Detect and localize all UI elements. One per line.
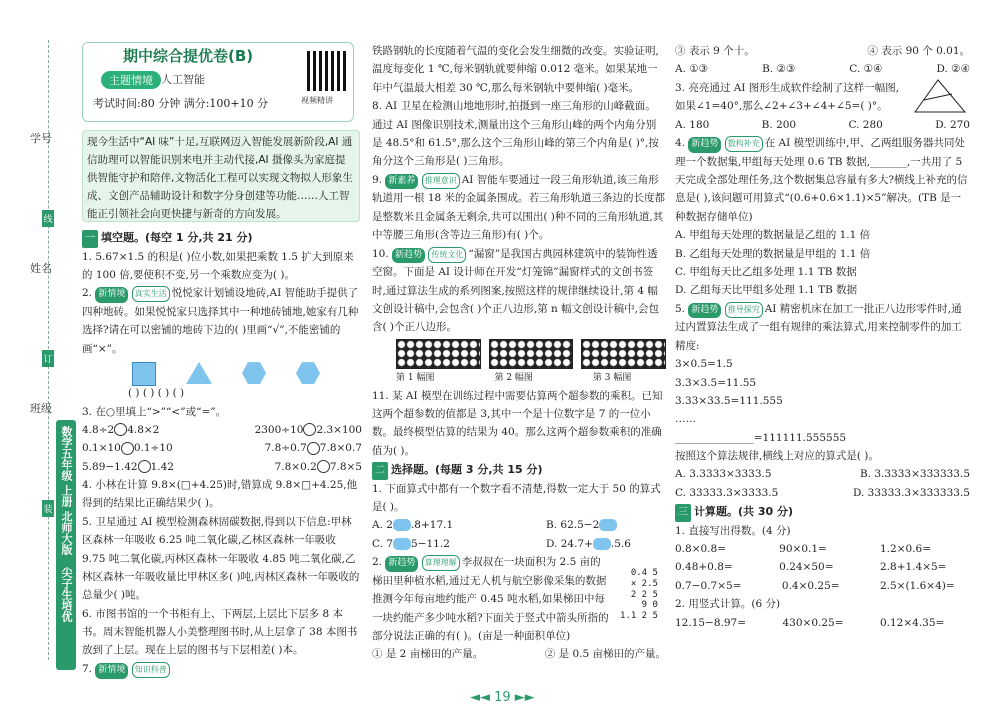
choice-options	[372, 516, 666, 534]
tag-badge: 推理意识	[422, 173, 460, 189]
expr: 0.1÷10	[133, 442, 173, 455]
question-8: 8. AI 卫星在检测山地地形时,拍摄到一座三角形的山峰截面。通过 AI 图像识别技术,测量出这个三角形山峰的两个内角分别是 48.5°和 61.5°,那么这个三角形山峰的第三个内角是( )°,按角分这个三角形是( )三角形。	[372, 100, 659, 168]
expr: 7.8×0.2	[274, 460, 317, 473]
tag-badge: 传统文化	[428, 247, 466, 263]
class-label: 班级	[30, 402, 52, 415]
cut-mark: 线	[42, 210, 54, 227]
option: ③ 表示 9 个十。	[675, 45, 755, 57]
option: ④ 表示 90 个 0.01。	[867, 45, 970, 57]
calc-item: 0.48+0.8=	[675, 561, 733, 574]
question-5: 5. 卫星通过 AI 模型检测森林固碳数据,得到以下信息:甲林区森林一年吸收 6.25 吨二氧化碳,乙林区森林一年吸收 9.75 吨二氧化碳,丙林区森林一年吸收 4.85 吨二氧化碳,乙林区森林一年吸收量比甲林区多( )吨,丙林区森林一年吸收的总量少( )吨。	[82, 515, 360, 602]
section-number: 一	[82, 230, 98, 248]
question-text: 按照这个算法规律,横线上对应的算式是( )。	[675, 450, 879, 462]
calc-question-1: 1. 直接写出得数。(4 分)	[675, 524, 791, 537]
smudge-icon	[393, 519, 411, 531]
expr: 1.42	[150, 460, 174, 473]
compare-row	[82, 458, 362, 476]
tile-shapes	[132, 362, 362, 384]
section-title: 选择题。(每题 3 分,共 15 分)	[391, 463, 543, 476]
section-number: 二	[372, 462, 388, 480]
expr: 4.8÷2	[82, 423, 115, 436]
smudge-icon	[593, 538, 611, 550]
angle-figure	[910, 76, 970, 116]
calc-item: 0.7−0.7×5=	[675, 579, 742, 592]
calc-item: 0.8×0.8=	[675, 543, 726, 555]
choice-2-options-cont	[675, 42, 970, 60]
question-7: 7. 新情境 知识科普	[82, 660, 362, 679]
smudge-icon	[393, 538, 411, 550]
option: C. 33333.3×3333.5	[675, 486, 779, 499]
student-id-label: 学号	[30, 132, 52, 145]
calc-item: 0.12×4.35=	[879, 616, 945, 629]
question-text: 在 AI 模型训练中,甲、乙两组服务器共同处理一个数据集,甲组每天处理 0.6 TB 数据,_______,一共用了 5 天完成全部处理任务,这个数据集总容量有多大?横线上补充的信息是( ),该问题可用算式“(0.6+0.6×1.1)×5”解决。(TB 是一种数据存储单位)	[675, 136, 968, 223]
question-text: AI 智能车要通过一段三角形轨道,该三角形轨道用一根 18 米的金属条围成。若三角形轨道三条边的长度都是整数米且金属条无剩余,共可以围出( )种不同的三角形轨道,其中等腰三角形(含等边三角形)有( )个。	[372, 173, 666, 242]
calc-row	[675, 540, 970, 558]
answer-circle[interactable]	[303, 423, 316, 436]
question-9: 9. 新素养 推理意识 AI 智能车要通过一段三角形轨道,该三角形轨道用一根 18 米的金属条围成。若三角形轨道三条边的长度都是整数米且金属条无剩余,共可以围出( )种不同的三角形轨道,其中等腰三角形(含等边三角形)有( )个。	[372, 173, 666, 242]
question-1: 1. 5.67×1.5 的积是( )位小数,如果把乘数 1.5 扩大到原来的 100 倍,要使积不变,另一个乘数应变为( )。	[82, 250, 354, 281]
vertical-calc	[620, 568, 658, 622]
option: 5−11.2	[411, 537, 450, 550]
calc-item: 0.4×0.25=	[781, 579, 840, 592]
calc-line: × 2.5	[630, 578, 658, 589]
tag-badge: 知识科普	[132, 662, 170, 678]
section-2-heading	[372, 460, 666, 480]
calc-line: 9 0	[641, 600, 658, 611]
hexagon-tile-icon	[296, 362, 320, 384]
option: C. 甲组每天比乙组多处理 1.1 TB 数据	[675, 265, 857, 278]
column-1	[82, 228, 362, 679]
grade-band-label: 数学五年级 上册 北师大版	[60, 426, 73, 555]
grade-band	[56, 420, 76, 670]
calc-question-2: 2. 用竖式计算。(6 分)	[675, 598, 781, 611]
paper-title: 期中综合提优卷(B)	[123, 47, 254, 65]
pattern-label: 第 2 幅图	[494, 372, 533, 383]
equation: 3.33×33.5=111.555	[675, 394, 783, 407]
choice-4: 4. 新趋势 数构补充 在 AI 模型训练中,甲、乙两组服务器共同处理一个数据集,甲组每天处理 0.6 TB 数据,_______,一共用了 5 天完成全部处理任务,这个数据集总容量有多大?横线上补充的信息是( ),该问题可用算式“(0.6+0.6×1.1)×5”解决。(TB 是一种数据存储单位)	[675, 136, 968, 223]
cut-mark: 装	[42, 500, 54, 517]
equation: _______________=111111.555555	[675, 431, 847, 444]
theme-label: 主题情境	[101, 71, 161, 89]
calc-line: 2 2 5	[630, 589, 658, 600]
equation: 3.3×3.5=11.55	[675, 376, 757, 389]
option: C. 280	[848, 118, 883, 131]
option: A. ①③	[675, 63, 709, 76]
choice-5-answers	[675, 484, 970, 502]
option: D. 24.7+	[546, 537, 593, 550]
option: B. 乙组每天处理的数据量是甲组的 1.1 倍	[675, 247, 871, 260]
tag-badge: 真实生活	[132, 286, 170, 302]
title-box	[82, 42, 354, 122]
tag-badge: 新趋势	[688, 137, 721, 153]
option: .8+17.1	[410, 519, 454, 532]
option: D. 乙组每天比甲组多处理 1.1 TB 数据	[675, 284, 858, 297]
calc-line: 1.1 2 5	[620, 611, 658, 622]
choice-5: 5. 新趋势 推导探究 AI 精密机床在加工一批正八边形零件时,通过内置算法生成了一组有规律的乘法算式,用来控制零件的加工精度:	[675, 302, 962, 352]
question-2: 2. 新情境 真实生活 悦悦家计划铺设地砖,AI 智能助手提供了四种地砖。如果悦悦家只选择其中一种地砖铺地,她家有几种选择?请在可以密铺的地砖下边的( )里画“√”,不能密铺的画“×”。	[82, 287, 359, 355]
option: D. 270	[935, 118, 970, 131]
pattern-figure	[489, 339, 574, 369]
smudge-icon	[599, 519, 617, 531]
calc-item: 430×0.25=	[782, 616, 844, 629]
pattern-figure	[581, 339, 666, 369]
tile-answer-blanks: ( ) ( ) ( ) ( )	[128, 387, 185, 400]
section-title: 填空题。(每空 1 分,共 21 分)	[101, 231, 253, 244]
answer-circle[interactable]	[114, 423, 127, 436]
answer-circle[interactable]	[307, 442, 320, 455]
option: B. 3.3333×333333.5	[859, 468, 970, 481]
section-1-heading	[82, 228, 362, 248]
answer-circle[interactable]	[317, 460, 330, 473]
calc-row	[675, 577, 970, 595]
question-text: AI 精密机床在加工一批正八边形零件时,通过内置算法生成了一组有规律的乘法算式,用来控制零件的加工精度:	[675, 302, 962, 352]
choice-3: 3. 亮亮通过 AI 图形生成软件绘制了这样一幅图,如果∠1=40°,那么∠2+∠3+∠4+∠5=( )°。	[675, 81, 900, 113]
calc-item: 1.2×0.6=	[880, 543, 931, 555]
choice-options	[372, 535, 666, 553]
section-number: 三	[675, 504, 691, 522]
question-10: 10. 新趋势 传统文化 “漏窗”是我国古典园林建筑中的装饰性透空窗。下面是 AI 设计师在开发“灯笼锦”漏窗样式的文创书签时,通过算法生成的系列图案,按照这样的规律继续设计,第 4 幅文创设计稿中,会包含( )个正八边形,第 n 幅文创设计稿中,会包含( )个正八边形。	[372, 247, 659, 334]
qr-code-icon[interactable]	[307, 51, 347, 91]
option: B. 62.5−2	[546, 519, 600, 532]
choice-2: 2. 新趋势 算理理解 李叔叔在一块面积为 2.5 亩的梯田里种植水稻,通过无人机与航空影像采集的数据推测今年每亩地约能产 0.45 吨水稻,如果梯田中每一块约能产多少吨水稻?下面关于竖式中箭头所指的部分说法正确的有( )。(亩是一种面积单位)	[372, 556, 609, 642]
question-6: 6. 市图书馆的一个书柜有上、下两层,上层比下层多 8 本书。周末智能机器人小美整理图书时,从上层拿了 38 本图书放到了上层。现在上层的图书与下层相差( )本。	[82, 607, 358, 657]
option: C. ①④	[849, 63, 883, 76]
page-number: ◄◄ 19 ►►	[470, 690, 535, 705]
tag-badge: 数构补充	[725, 136, 763, 152]
exam-info: 考试时间:80 分钟 满分:100+10 分	[93, 97, 269, 110]
expr: 2.3×100	[316, 423, 362, 436]
theme-value: 人工智能	[161, 73, 205, 86]
question-7-text: 铁路钢轨的长度随着气温的变化会发生细微的改变。实验证明,温度每变化 1 ℃,每米钢轨就要伸缩 0.012 毫米。如果某地一年中气温最大相差 30 ℃,那么每米钢轨中要伸缩( )毫米。	[372, 45, 659, 94]
tag-badge: 新素养	[385, 174, 418, 190]
option: A. 180	[675, 118, 710, 131]
option: C. 7	[372, 537, 394, 550]
tag-badge: 新情境	[95, 663, 128, 679]
compare-row	[82, 421, 362, 439]
question-text: 李叔叔在一块面积为 2.5 亩的梯田里种植水稻,通过无人机与航空影像采集的数据推测今年每亩地约能产 0.45 吨水稻,如果梯田中每一块约能产多少吨水稻?下面关于竖式中箭头所指的部分说法正确的有( )。(亩是一种面积单位)	[372, 556, 609, 642]
tag-badge: 新趋势	[392, 248, 425, 264]
calc-row	[675, 614, 970, 632]
name-label: 姓名	[30, 262, 52, 275]
triangle-tile-icon	[186, 362, 212, 384]
pattern-labels	[396, 371, 666, 387]
pattern-label: 第 3 幅图	[592, 372, 632, 383]
expr: 4.8×2	[127, 423, 160, 436]
brand-label: 尖子生培优	[60, 566, 73, 622]
calc-row	[675, 558, 970, 576]
option: D. 33333.3×333333.5	[852, 486, 970, 499]
expr: 0.1×10	[82, 442, 121, 455]
question-text: 悦悦家计划铺设地砖,AI 智能助手提供了四种地砖。如果悦悦家只选择其中一种地砖铺地,她家有几种选择?请在可以密铺的地砖下边的( )里画“√”,不能密铺的画“×”。	[82, 287, 359, 355]
calc-item: 90×0.1=	[779, 543, 827, 555]
qr-label: 视频精讲	[301, 96, 333, 105]
expr: 7.8×5	[329, 460, 362, 473]
compare-row	[82, 439, 362, 457]
option: D. ②④	[936, 63, 970, 76]
tag-badge: 新趋势	[385, 556, 418, 572]
question-3: 3. 在○里填上“>”“<”或“=”。	[82, 405, 227, 418]
option: A. 2	[372, 519, 393, 532]
pattern-figure	[396, 339, 481, 369]
calc-item: 2.8+1.4×5=	[880, 561, 947, 574]
choice-3-answers	[675, 116, 970, 134]
calc-item: 12.15−8.97=	[675, 616, 747, 629]
equation: ……	[675, 413, 696, 426]
question-text: “漏窗”是我国古典园林建筑中的装饰性透空窗。下面是 AI 设计师在开发“灯笼锦”漏窗样式的文创书签时,通过算法生成的系列图案,按照这样的规律继续设计,第 4 幅文创设计稿中,会包含( )个正八边形,第 n 幅文创设计稿中,会包含( )个正八边形。	[372, 247, 659, 334]
option: B. 200	[761, 118, 797, 131]
expr: 7.8÷0.7	[264, 442, 307, 455]
section-title: 计算题。(共 30 分)	[694, 505, 794, 519]
expr: 5.89−1.42	[82, 460, 138, 473]
equation: 3×0.5=1.5	[675, 358, 733, 371]
tag-badge: 推导探究	[725, 302, 763, 318]
option: A. 甲组每天处理的数据量是乙组的 1.1 倍	[675, 229, 871, 242]
section-3-heading	[675, 502, 970, 522]
option: ② 是 0.5 亩梯田的产量。	[544, 648, 666, 661]
pattern-label: 第 1 幅图	[396, 372, 435, 383]
intro-text: 现今生活中“AI 味”十足,互联网迈入智能发展新阶段,AI 通信助理可以智能识别来电并主动代接,AI 摄像头为家庭提供智能守护和陪伴,文物活化工程可以实现文物拟人形象生成、文创产品辅助设计和数字分身创建等功能……人工智能正引领社会向更快捷与新奇的方向发展。	[82, 130, 360, 222]
square-tile-icon	[132, 362, 156, 386]
window-patterns	[372, 339, 666, 369]
tag-badge: 新情境	[95, 287, 128, 303]
pentagon-tile-icon	[242, 362, 266, 384]
choice-2-options	[372, 645, 666, 663]
option: .5.6	[610, 537, 631, 550]
cut-mark: 订	[42, 350, 54, 367]
choice-1: 1. 下面算式中都有一个数字看不清楚,得数一定大于 50 的算式是( )。	[372, 482, 661, 513]
option: ① 是 2 亩梯田的产量。	[372, 648, 484, 661]
expr: 7.8×0.7	[319, 442, 362, 455]
answer-circle[interactable]	[138, 460, 151, 473]
option: B. ②③	[762, 63, 796, 76]
option: A. 3.3333×3333.5	[675, 468, 772, 481]
calc-item: 2.5×(1.6×4)=	[879, 579, 955, 592]
calc-item: 0.24×50=	[779, 561, 834, 574]
tag-badge: 新趋势	[688, 303, 721, 319]
column-3	[675, 42, 970, 632]
question-4: 4. 小林在计算 9.8×(□+4.25)时,错算成 9.8×□+4.25,他得到的结果比正确结果少( )。	[82, 479, 358, 510]
expr: 2300÷10	[254, 423, 304, 436]
choice-5-answers	[675, 465, 970, 483]
answer-circle[interactable]	[121, 442, 134, 455]
tag-badge: 算理理解	[422, 555, 460, 571]
calc-line: 0.4 5	[630, 568, 658, 578]
question-11: 11. 某 AI 模型在训练过程中需要估算两个超参数的乘积。已知这两个超参数的值都是 3,其中一个是十位数字是 7 的一位小数。最终模型估算的结果为 40。那么这两个超参数乘积的准确值为( )。	[372, 389, 663, 457]
